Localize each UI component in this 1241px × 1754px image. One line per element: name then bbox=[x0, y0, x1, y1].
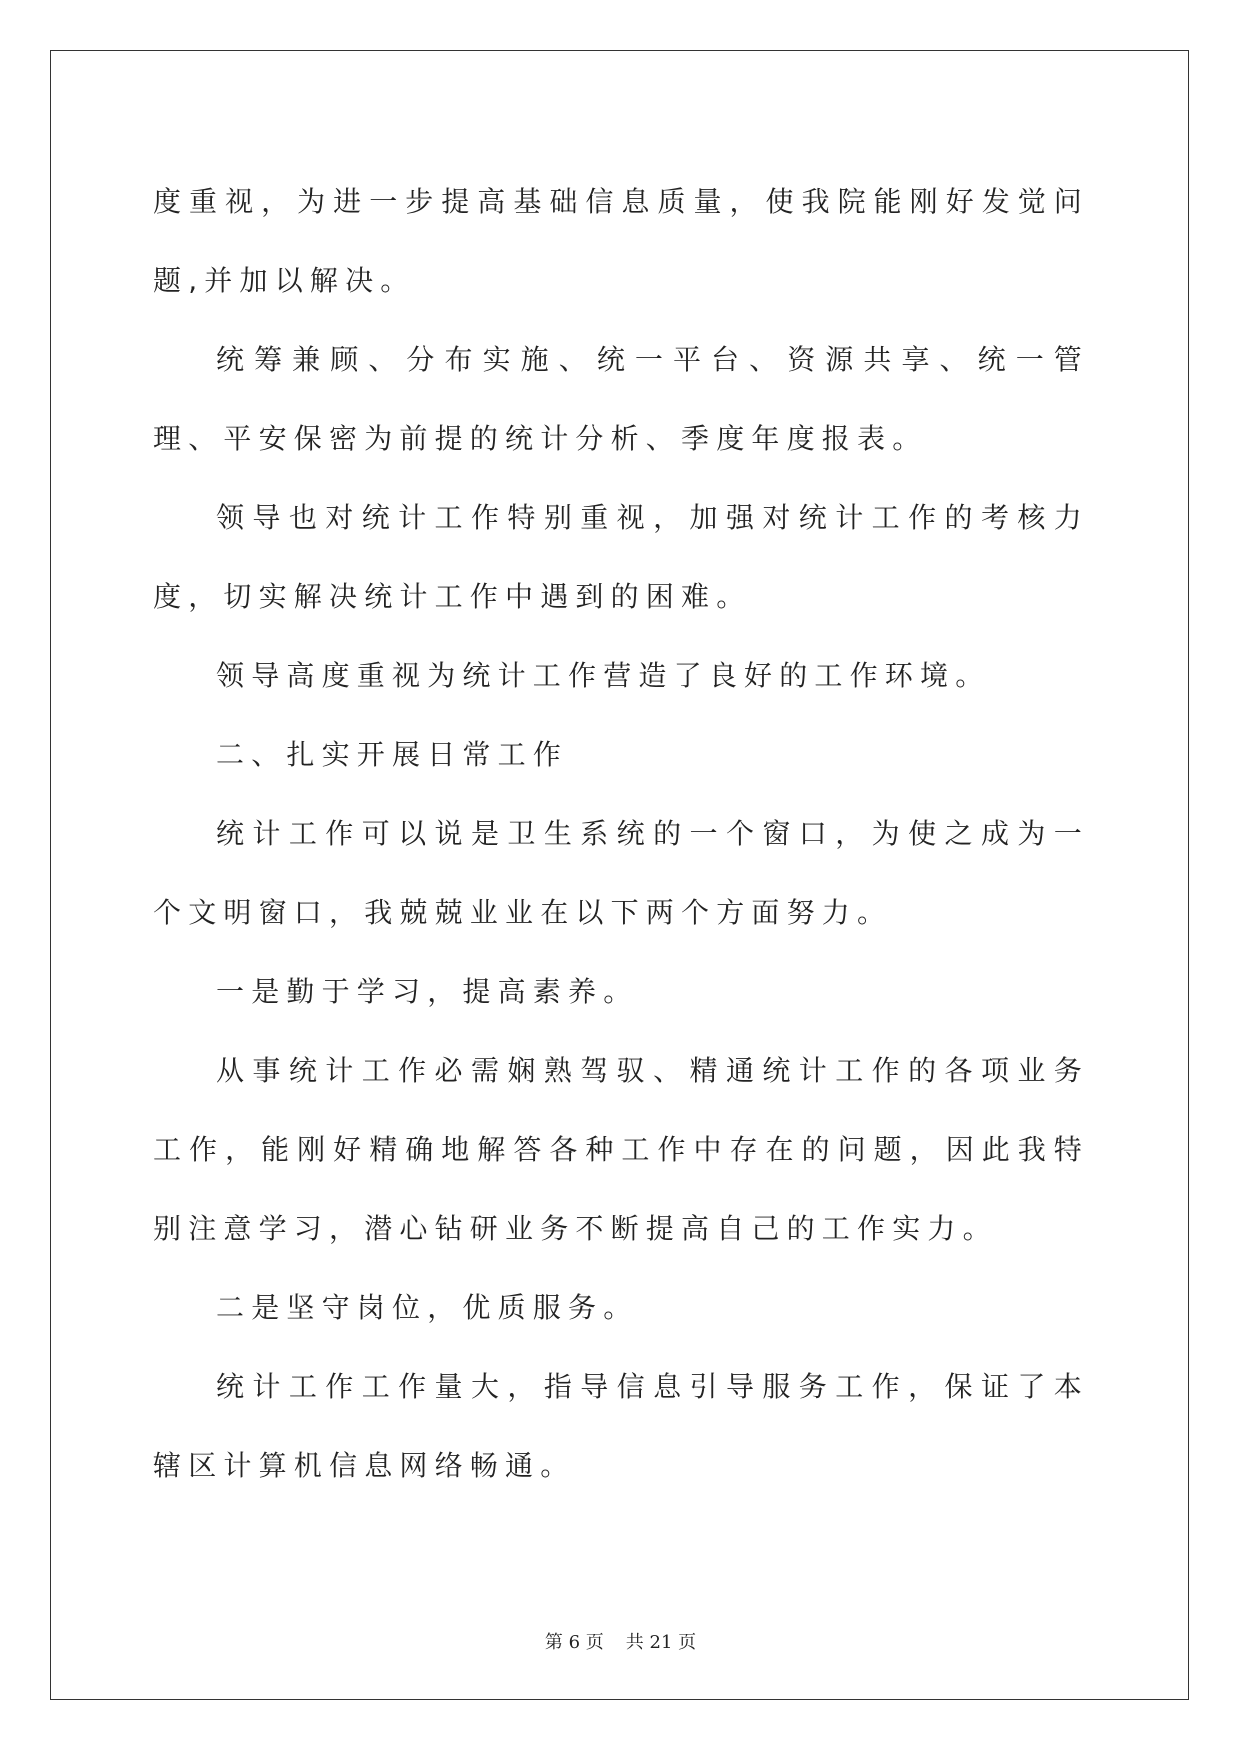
paragraph: 统计工作工作量大，指导信息引导服务工作，保证了本辖区计算机信息网络畅通。 bbox=[153, 1370, 1089, 1482]
paragraph: 领导高度重视为统计工作营造了良好的工作环境。 bbox=[216, 659, 991, 692]
page-number: 第 6 页 bbox=[544, 1632, 604, 1653]
paragraph: 统筹兼顾、分布实施、统一平台、资源共享、统一管理、平安保密为前提的统计分析、季度年度报表。 bbox=[153, 343, 1089, 455]
paragraph: 统计工作可以说是卫生系统的一个窗口，为使之成为一个文明窗口，我兢兢业业在以下两个方面努力。 bbox=[153, 817, 1089, 929]
page-footer bbox=[0, 1628, 1241, 1654]
paragraph: 二是坚守岗位，优质服务。 bbox=[216, 1291, 639, 1324]
paragraph: 从事统计工作必需娴熟驾驭、精通统计工作的各项业务工作，能刚好精确地解答各种工作中存在的问题，因此我特别注意学习，潜心钻研业务不断提高自己的工作实力。 bbox=[153, 1054, 1089, 1245]
document-body bbox=[153, 162, 1089, 1505]
paragraph: 一是勤于学习，提高素养。 bbox=[216, 975, 639, 1008]
section-heading: 二、扎实开展日常工作 bbox=[216, 738, 569, 771]
paragraph: 领导也对统计工作特别重视，加强对统计工作的考核力度，切实解决统计工作中遇到的困难。 bbox=[153, 501, 1089, 613]
page-total: 共 21 页 bbox=[625, 1632, 697, 1653]
paragraph-continuation: 度重视，为进一步提高基础信息质量，使我院能刚好发觉问题,并加以解决。 bbox=[153, 185, 1089, 297]
